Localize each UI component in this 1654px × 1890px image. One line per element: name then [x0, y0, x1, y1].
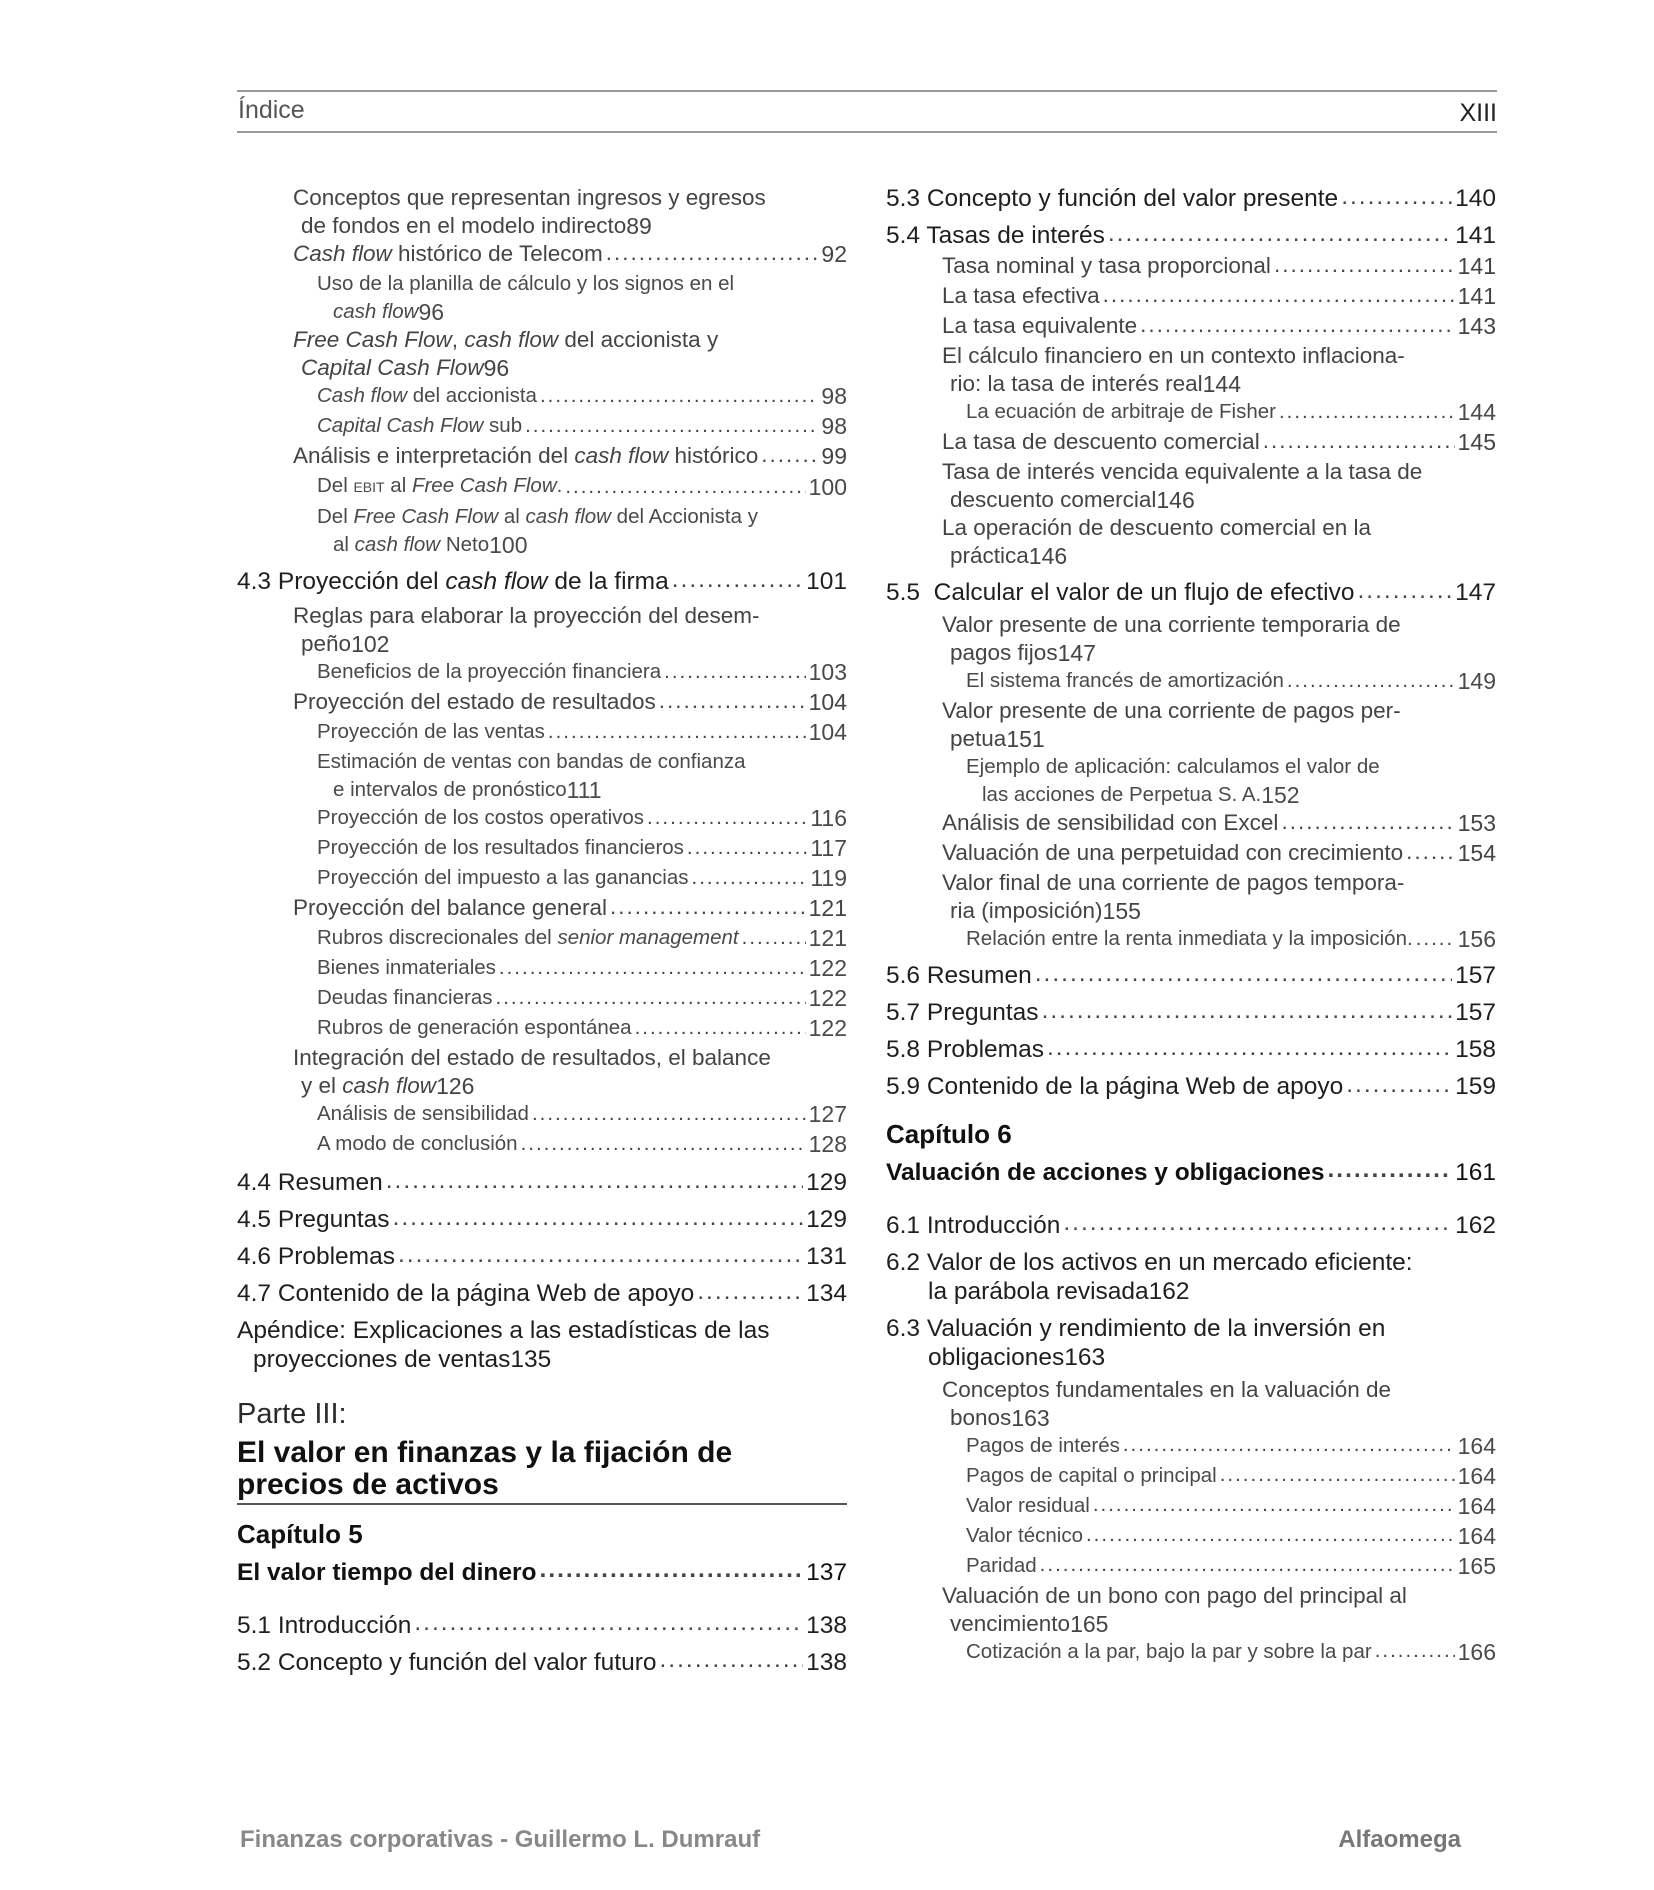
toc-entry[interactable]: 5.5 Calcular el valor de un flujo de efectivo ..... 147 — [886, 578, 1496, 607]
toc-entry[interactable]: Reglas para elaborar la proyección del desem- peño 102 — [293, 603, 760, 657]
toc-entry[interactable]: Free Cash Flow, cash flow del accionista y Capital Cash Flow 96 — [293, 327, 719, 381]
chapter-title-entry[interactable]: Valuación de acciones y obligaciones ..... 161 — [886, 1158, 1496, 1187]
toc-entry[interactable]: 4.4 Resumen ..... 129 — [237, 1168, 847, 1197]
toc-entry[interactable]: Análisis de sensibilidad con Excel ..... 153 — [886, 809, 1496, 837]
toc-entry[interactable]: Proyección de los resultados financieros ..... 117 — [237, 834, 847, 862]
toc-right-column — [886, 180, 1496, 1668]
toc-entry[interactable]: 5.9 Contenido de la página Web de apoyo ..... 159 — [886, 1072, 1496, 1101]
part-label: Parte III: — [237, 1398, 347, 1430]
toc-entry[interactable]: Relación entre la renta inmediata y la imposición. ..... 156 — [886, 925, 1496, 953]
toc-entry[interactable]: Integración del estado de resultados, el balance y el cash flow 126 — [293, 1045, 771, 1099]
toc-entry[interactable]: El cálculo financiero en un contexto inflaciona- rio: la tasa de interés real 144 — [942, 343, 1405, 397]
toc-entry[interactable]: Valuación de una perpetuidad con crecimiento ..... 154 — [886, 839, 1496, 867]
toc-entry[interactable]: 4.6 Problemas ..... 131 — [237, 1242, 847, 1271]
toc-entry[interactable]: Bienes inmateriales ..... 122 — [237, 954, 847, 982]
toc-entry[interactable]: 5.7 Preguntas ..... 157 — [886, 998, 1496, 1027]
toc-entry[interactable]: 5.4 Tasas de interés ..... 141 — [886, 221, 1496, 250]
footer-publisher: Alfaomega — [1338, 1826, 1461, 1853]
toc-entry[interactable]: Proyección del estado de resultados ..... 104 — [237, 688, 847, 716]
toc-entry[interactable]: La tasa equivalente ..... 143 — [886, 312, 1496, 340]
toc-entry[interactable]: Valor técnico ..... 164 — [886, 1522, 1496, 1550]
toc-entry[interactable]: Del EBIT al Free Cash Flow. ..... 100 — [237, 472, 847, 501]
header-bottom-rule — [237, 131, 1497, 133]
toc-entry[interactable]: Del Free Cash Flow al cash flow del Accionista y al cash flow Neto 100 — [317, 505, 758, 558]
toc-entry[interactable]: Apéndice: Explicaciones a las estadísticas de las proyecciones de ventas 135 — [237, 1317, 770, 1373]
toc-entry[interactable]: Paridad ..... 165 — [886, 1552, 1496, 1580]
toc-entry[interactable]: 5.2 Concepto y función del valor futuro ..... 138 — [237, 1648, 847, 1677]
toc-entry[interactable]: 6.1 Introducción ..... 162 — [886, 1211, 1496, 1240]
toc-entry[interactable]: Cash flow histórico de Telecom ..... 92 — [237, 240, 847, 268]
toc-entry[interactable]: Conceptos fundamentales en la valuación de bonos 163 — [942, 1376, 1392, 1431]
toc-entry[interactable]: 6.3 Valuación y rendimiento de la inversión en obligaciones 163 — [886, 1314, 1386, 1371]
toc-entry[interactable]: La tasa de descuento comercial ..... 145 — [886, 428, 1496, 456]
toc-entry[interactable]: Cash flow del accionista ..... 98 — [237, 382, 847, 410]
toc-entry[interactable]: Proyección de los costos operativos ..... 116 — [237, 804, 847, 832]
toc-entry[interactable]: Valuación de un bono con pago del principal al vencimiento 165 — [942, 1582, 1407, 1637]
chapter-label: Capítulo 6 — [886, 1119, 1012, 1149]
toc-entry[interactable]: 4.3 Proyección del cash flow de la firma ..... 101 — [237, 567, 847, 596]
toc-entry[interactable]: Proyección de las ventas ..... 104 — [237, 718, 847, 746]
toc-entry[interactable]: Deudas financieras ..... 122 — [237, 984, 847, 1012]
toc-entry[interactable]: 5.1 Introducción ..... 138 — [237, 1611, 847, 1640]
chapter-label: Capítulo 5 — [237, 1519, 363, 1549]
toc-entry[interactable]: Estimación de ventas con bandas de confianza e intervalos de pronóstico 111 — [317, 750, 746, 803]
chapter-title-entry[interactable]: El valor tiempo del dinero ..... 137 — [237, 1558, 847, 1587]
toc-entry[interactable]: 5.3 Concepto y función del valor presente ..... 140 — [886, 184, 1496, 213]
toc-entry[interactable]: Análisis e interpretación del cash flow histórico ..... 99 — [237, 442, 847, 470]
toc-entry[interactable]: 4.5 Preguntas ..... 129 — [237, 1205, 847, 1234]
toc-entry[interactable]: Valor residual ..... 164 — [886, 1492, 1496, 1520]
toc-entry[interactable]: A modo de conclusión ..... 128 — [237, 1130, 847, 1158]
toc-entry[interactable]: Conceptos que representan ingresos y egresos de fondos en el modelo indirecto 89 — [293, 185, 766, 239]
header-top-rule — [237, 90, 1497, 92]
toc-entry[interactable]: Análisis de sensibilidad ..... 127 — [237, 1100, 847, 1128]
toc-entry[interactable]: Capital Cash Flow sub ..... 98 — [237, 412, 847, 440]
toc-entry[interactable]: Valor presente de una corriente de pagos per- petua 151 — [942, 698, 1401, 752]
toc-entry[interactable]: Tasa de interés vencida equivalente a la tasa de descuento comercial 146 — [942, 459, 1423, 513]
toc-entry[interactable]: Valor presente de una corriente temporaria de pagos fijos 147 — [942, 612, 1401, 666]
footer-book-title: Finanzas corporativas - Guillermo L. Dumrauf — [240, 1826, 761, 1853]
toc-entry[interactable]: Beneficios de la proyección financiera ..... 103 — [237, 658, 847, 686]
toc-entry[interactable]: Ejemplo de aplicación: calculamos el valor de las acciones de Perpetua S. A. 152 — [966, 755, 1380, 808]
toc-entry[interactable]: Tasa nominal y tasa proporcional ..... 141 — [886, 252, 1496, 280]
toc-entry[interactable]: 5.8 Problemas ..... 158 — [886, 1035, 1496, 1064]
toc-entry[interactable]: Uso de la planilla de cálculo y los signos en el cash flow 96 — [317, 272, 735, 325]
toc-entry[interactable]: Rubros discrecionales del senior management ..... 121 — [237, 924, 847, 952]
toc-entry[interactable]: Valor final de una corriente de pagos tempora- ria (imposición) 155 — [942, 870, 1405, 924]
toc-entry[interactable]: Pagos de capital o principal ..... 164 — [886, 1462, 1496, 1490]
toc-entry[interactable]: La ecuación de arbitraje de Fisher ..... 144 — [886, 398, 1496, 426]
toc-entry[interactable]: El sistema francés de amortización ..... 149 — [886, 667, 1496, 695]
toc-entry[interactable]: 4.7 Contenido de la página Web de apoyo ..... 134 — [237, 1279, 847, 1308]
toc-entry[interactable]: La operación de descuento comercial en la práctica 146 — [942, 515, 1372, 569]
toc-entry[interactable]: La tasa efectiva ..... 141 — [886, 282, 1496, 310]
toc-entry[interactable]: Cotización a la par, bajo la par y sobre la par ..... 166 — [886, 1638, 1496, 1666]
running-header-section: Índice — [238, 96, 305, 124]
toc-entry[interactable]: Proyección del balance general ..... 121 — [237, 894, 847, 922]
toc-entry[interactable]: Rubros de generación espontánea ..... 122 — [237, 1014, 847, 1042]
toc-entry[interactable]: Pagos de interés ..... 164 — [886, 1432, 1496, 1460]
running-header-page-number: XIII — [1459, 99, 1497, 127]
toc-entry[interactable]: Proyección del impuesto a las ganancias ..... 119 — [237, 864, 847, 892]
part-title: El valor en finanzas y la fijación de precios de activos — [237, 1437, 847, 1505]
toc-left-column — [237, 180, 847, 1679]
toc-entry[interactable]: 5.6 Resumen ..... 157 — [886, 961, 1496, 990]
toc-entry[interactable]: 6.2 Valor de los activos en un mercado eficiente: la parábola revisada 162 — [886, 1248, 1413, 1305]
